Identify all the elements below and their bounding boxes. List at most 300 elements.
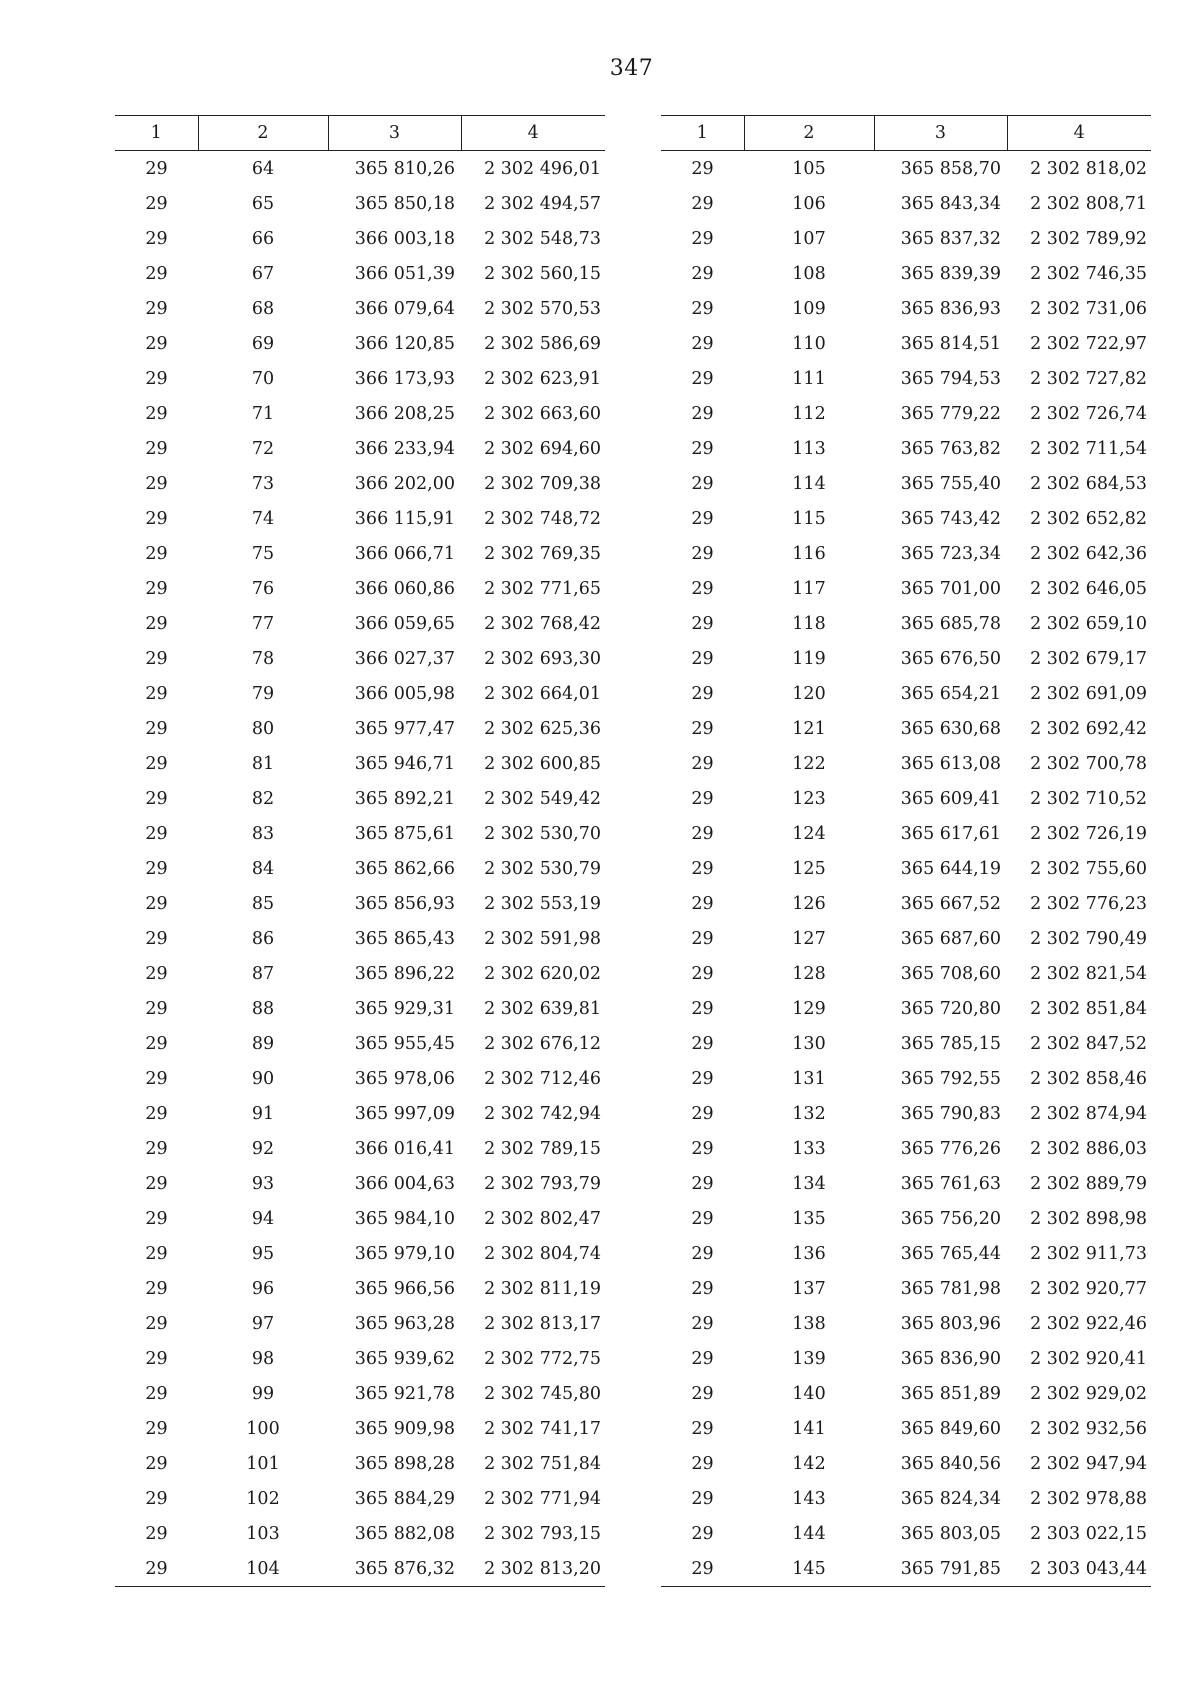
- table-row: [115, 361, 605, 396]
- table-cell: 91: [251, 1103, 275, 1124]
- table-cell: 114: [792, 473, 826, 494]
- column-header-4: 4: [1007, 116, 1151, 151]
- table-cell: 365 776,26: [900, 1138, 1001, 1159]
- table-cell: 2 303 022,15: [1030, 1523, 1147, 1544]
- table-cell: 366 173,93: [354, 368, 455, 389]
- table-cell: 29: [145, 333, 168, 354]
- table-row: [115, 1306, 605, 1341]
- table-cell: 29: [691, 508, 714, 529]
- table-cell: 2 302 726,74: [1030, 403, 1147, 424]
- table-cell: 2 302 746,35: [1030, 263, 1147, 284]
- table-cell: 29: [691, 403, 714, 424]
- table-cell: 29: [691, 858, 714, 879]
- table-row: [661, 221, 1151, 256]
- table-row: [115, 1411, 605, 1446]
- table-cell: 365 644,19: [900, 858, 1001, 879]
- table-row: [661, 1201, 1151, 1236]
- table-cell: 365 966,56: [354, 1278, 455, 1299]
- table-row: [661, 921, 1151, 956]
- column-header-3: 3: [874, 116, 1007, 151]
- table-cell: 78: [251, 648, 275, 669]
- table-cell: 365 849,60: [900, 1418, 1001, 1439]
- table-cell: 102: [246, 1488, 280, 1509]
- table-cell: 29: [145, 228, 168, 249]
- table-row: [115, 816, 605, 851]
- table-cell: 81: [251, 753, 275, 774]
- table-row: [661, 186, 1151, 221]
- table-cell: 2 302 771,94: [484, 1488, 601, 1509]
- table-cell: 29: [691, 578, 714, 599]
- table-row: [115, 1236, 605, 1271]
- table-cell: 2 303 043,44: [1007, 1551, 1151, 1587]
- table-cell: 365 687,60: [900, 928, 1001, 949]
- table-cell: 29: [691, 718, 714, 739]
- table-cell: 365 955,45: [354, 1033, 455, 1054]
- table-cell: 365 882,08: [354, 1523, 455, 1544]
- table-cell: 365 723,34: [900, 543, 1001, 564]
- table-row: [115, 1061, 605, 1096]
- table-cell: 366 115,91: [354, 508, 455, 529]
- table-cell: 2 302 548,73: [484, 228, 601, 249]
- table-cell: 29: [145, 1313, 168, 1334]
- table-cell: 100: [246, 1418, 280, 1439]
- table-cell: 29: [691, 333, 714, 354]
- table-row: [115, 1131, 605, 1166]
- table-cell: 365 836,93: [900, 298, 1001, 319]
- table-row: [661, 1096, 1151, 1131]
- table-cell: 2 302 676,12: [484, 1033, 601, 1054]
- table-row: [661, 746, 1151, 781]
- table-cell: 2 302 623,91: [484, 368, 601, 389]
- table-cell: 29: [691, 823, 714, 844]
- table-cell: 29: [145, 753, 168, 774]
- column-header-1: 1: [115, 116, 198, 151]
- table-row: [115, 641, 605, 676]
- table-cell: 111: [792, 368, 826, 389]
- table-row: [115, 536, 605, 571]
- table-cell: 2 302 642,36: [1030, 543, 1147, 564]
- table-cell: 110: [792, 333, 826, 354]
- table-cell: 365 837,32: [900, 228, 1001, 249]
- table-cell: 365 977,47: [354, 718, 455, 739]
- table-row: [115, 1271, 605, 1306]
- table-row: [115, 1376, 605, 1411]
- table-cell: 85: [251, 893, 275, 914]
- table-cell: 365 978,06: [354, 1068, 455, 1089]
- table-cell: 70: [251, 368, 275, 389]
- table-cell: 29: [145, 1383, 168, 1404]
- table-row: [661, 256, 1151, 291]
- table-cell: 29: [691, 1173, 714, 1194]
- table-cell: 2 302 742,94: [484, 1103, 601, 1124]
- coordinates-table-right: [661, 115, 1151, 1587]
- table-cell: 365 865,43: [354, 928, 455, 949]
- table-cell: 29: [691, 438, 714, 459]
- table-cell: 76: [251, 578, 275, 599]
- table-cell: 29: [145, 718, 168, 739]
- table-cell: 2 302 911,73: [1030, 1243, 1147, 1264]
- table-cell: 2 302 821,54: [1030, 963, 1147, 984]
- table-cell: 29: [691, 158, 714, 179]
- table-cell: 2 302 553,19: [484, 893, 601, 914]
- table-cell: 82: [251, 788, 275, 809]
- table-cell: 29: [145, 1278, 168, 1299]
- table-cell: 119: [792, 648, 826, 669]
- table-cell: 65: [251, 193, 275, 214]
- table-cell: 365 939,62: [354, 1348, 455, 1369]
- table-row: [661, 396, 1151, 431]
- table-row: [115, 676, 605, 711]
- table-row: [661, 571, 1151, 606]
- table-cell: 365 755,40: [900, 473, 1001, 494]
- table-cell: 2 302 813,20: [461, 1551, 605, 1587]
- table-cell: 365 617,61: [900, 823, 1001, 844]
- table-cell: 121: [792, 718, 826, 739]
- table-cell: 29: [691, 298, 714, 319]
- table-cell: 2 302 818,02: [1030, 158, 1147, 179]
- table-cell: 2 302 808,71: [1030, 193, 1147, 214]
- table-body: [115, 151, 605, 1587]
- table-cell: 2 302 560,15: [484, 263, 601, 284]
- table-cell: 93: [251, 1173, 275, 1194]
- table-cell: 29: [145, 368, 168, 389]
- table-cell: 2 302 793,79: [484, 1173, 601, 1194]
- table-cell: 365 984,10: [354, 1208, 455, 1229]
- table-cell: 29: [691, 543, 714, 564]
- table-cell: 365 761,63: [900, 1173, 1001, 1194]
- table-cell: 366 016,41: [354, 1138, 455, 1159]
- table-row: [115, 921, 605, 956]
- table-cell: 2 302 663,60: [484, 403, 601, 424]
- table-cell: 136: [792, 1243, 826, 1264]
- table-cell: 2 302 530,70: [484, 823, 601, 844]
- table-cell: 29: [115, 1551, 198, 1587]
- table-cell: 366 233,94: [354, 438, 455, 459]
- table-cell: 2 302 889,79: [1030, 1173, 1147, 1194]
- table-cell: 365 921,78: [354, 1383, 455, 1404]
- table-cell: 2 302 549,42: [484, 788, 601, 809]
- table-cell: 99: [251, 1383, 275, 1404]
- table-cell: 115: [792, 508, 826, 529]
- table-header: [661, 116, 1151, 151]
- table-cell: 366 003,18: [354, 228, 455, 249]
- table-cell: 2 302 886,03: [1030, 1138, 1147, 1159]
- table-row: [115, 886, 605, 921]
- table-cell: 87: [251, 963, 275, 984]
- table-header: [115, 116, 605, 151]
- table-cell: 143: [792, 1488, 826, 1509]
- table-row: [115, 1026, 605, 1061]
- table-cell: 29: [145, 543, 168, 564]
- table-cell: 29: [145, 473, 168, 494]
- table-cell: 2 302 772,75: [484, 1348, 601, 1369]
- table-cell: 144: [792, 1523, 826, 1544]
- table-cell: 365 850,18: [354, 193, 455, 214]
- table-cell: 2 302 748,72: [484, 508, 601, 529]
- table-cell: 29: [691, 893, 714, 914]
- table-cell: 29: [691, 263, 714, 284]
- table-cell: 2 302 664,01: [484, 683, 601, 704]
- table-cell: 125: [792, 858, 826, 879]
- table-cell: 29: [691, 1278, 714, 1299]
- table-cell: 29: [145, 893, 168, 914]
- table-cell: 2 302 920,41: [1030, 1348, 1147, 1369]
- table-cell: 365 613,08: [900, 753, 1001, 774]
- coordinates-table-left: [115, 115, 605, 1587]
- column-header-4: 4: [461, 116, 605, 151]
- table-cell: 365 803,05: [900, 1523, 1001, 1544]
- table-row: [115, 1551, 605, 1587]
- table-cell: 365 979,10: [354, 1243, 455, 1264]
- table-row: [661, 291, 1151, 326]
- table-row: [661, 361, 1151, 396]
- table-cell: 366 059,65: [354, 613, 455, 634]
- table-cell: 29: [691, 1523, 714, 1544]
- table-row: [661, 1061, 1151, 1096]
- table-cell: 365 892,21: [354, 788, 455, 809]
- table-cell: 29: [661, 1551, 744, 1587]
- table-cell: 29: [691, 368, 714, 389]
- table-cell: 2 302 639,81: [484, 998, 601, 1019]
- table-cell: 2 302 712,46: [484, 1068, 601, 1089]
- table-cell: 366 120,85: [354, 333, 455, 354]
- table-row: [115, 501, 605, 536]
- table-row: [661, 886, 1151, 921]
- table-cell: 366 208,25: [354, 403, 455, 424]
- table-row: [661, 991, 1151, 1026]
- table-cell: 365 720,80: [900, 998, 1001, 1019]
- table-cell: 29: [691, 1243, 714, 1264]
- table-cell: 116: [792, 543, 826, 564]
- table-row: [661, 641, 1151, 676]
- table-row: [115, 1096, 605, 1131]
- table-row: [115, 851, 605, 886]
- table-cell: 2 302 776,23: [1030, 893, 1147, 914]
- table-cell: 29: [691, 1068, 714, 1089]
- table-cell: 365 896,22: [354, 963, 455, 984]
- table-cell: 106: [792, 193, 826, 214]
- table-cell: 29: [145, 1173, 168, 1194]
- table-cell: 29: [145, 1488, 168, 1509]
- table-cell: 29: [691, 1453, 714, 1474]
- table-cell: 29: [691, 928, 714, 949]
- table-cell: 366 066,71: [354, 543, 455, 564]
- table-cell: 2 302 709,38: [484, 473, 601, 494]
- table-cell: 365 898,28: [354, 1453, 455, 1474]
- table-cell: 365 609,41: [900, 788, 1001, 809]
- table-cell: 2 302 652,82: [1030, 508, 1147, 529]
- table-cell: 2 302 727,82: [1030, 368, 1147, 389]
- table-cell: 365 803,96: [900, 1313, 1001, 1334]
- table-cell: 128: [792, 963, 826, 984]
- table-row: [661, 1481, 1151, 1516]
- table-cell: 29: [691, 1033, 714, 1054]
- table-cell: 139: [792, 1348, 826, 1369]
- table-cell: 29: [145, 193, 168, 214]
- table-row: [661, 1516, 1151, 1551]
- table-cell: 2 302 920,77: [1030, 1278, 1147, 1299]
- table-cell: 138: [792, 1313, 826, 1334]
- table-cell: 103: [246, 1523, 280, 1544]
- table-cell: 105: [792, 158, 826, 179]
- table-cell: 2 302 811,19: [484, 1278, 601, 1299]
- table-cell: 29: [145, 1418, 168, 1439]
- table-cell: 134: [792, 1173, 826, 1194]
- table-cell: 2 302 804,74: [484, 1243, 601, 1264]
- table-cell: 2 302 731,06: [1030, 298, 1147, 319]
- table-cell: 68: [251, 298, 275, 319]
- table-cell: 120: [792, 683, 826, 704]
- table-cell: 113: [792, 438, 826, 459]
- table-row: [661, 1026, 1151, 1061]
- table-cell: 365 851,89: [900, 1383, 1001, 1404]
- table-cell: 365 884,29: [354, 1488, 455, 1509]
- table-row: [661, 1376, 1151, 1411]
- table-cell: 2 302 768,42: [484, 613, 601, 634]
- table-cell: 29: [691, 1488, 714, 1509]
- table-cell: 365 814,51: [900, 333, 1001, 354]
- table-cell: 29: [145, 858, 168, 879]
- table-cell: 101: [246, 1453, 280, 1474]
- table-cell: 29: [691, 998, 714, 1019]
- table-cell: 2 302 874,94: [1030, 1103, 1147, 1124]
- table-row: [115, 1341, 605, 1376]
- page-number: 347: [609, 56, 654, 81]
- table-cell: 75: [251, 543, 275, 564]
- table-cell: 2 302 692,42: [1030, 718, 1147, 739]
- table-cell: 29: [145, 788, 168, 809]
- table-cell: 365 756,20: [900, 1208, 1001, 1229]
- table-cell: 131: [792, 1068, 826, 1089]
- table-cell: 94: [251, 1208, 275, 1229]
- table-row: [115, 746, 605, 781]
- table-cell: 129: [792, 998, 826, 1019]
- table-row: [661, 1166, 1151, 1201]
- table-cell: 140: [792, 1383, 826, 1404]
- table-cell: 127: [792, 928, 826, 949]
- table-cell: 2 302 591,98: [484, 928, 601, 949]
- column-header-1: 1: [661, 116, 744, 151]
- table-cell: 2 302 771,65: [484, 578, 601, 599]
- table-cell: 365 685,78: [900, 613, 1001, 634]
- table-row: [661, 1551, 1151, 1587]
- table-cell: 88: [251, 998, 275, 1019]
- table-cell: 118: [792, 613, 826, 634]
- table-cell: 29: [691, 1383, 714, 1404]
- table-row: [115, 326, 605, 361]
- table-cell: 2 302 700,78: [1030, 753, 1147, 774]
- table-row: [661, 501, 1151, 536]
- table-row: [661, 781, 1151, 816]
- table-cell: 365 909,98: [354, 1418, 455, 1439]
- table-cell: 66: [251, 228, 275, 249]
- table-cell: 29: [145, 508, 168, 529]
- table-cell: 142: [792, 1453, 826, 1474]
- table-cell: 29: [145, 963, 168, 984]
- table-cell: 29: [691, 1103, 714, 1124]
- table-row: [115, 1516, 605, 1551]
- table-row: [661, 1271, 1151, 1306]
- table-cell: 2 302 586,69: [484, 333, 601, 354]
- table-cell: 365 963,28: [354, 1313, 455, 1334]
- table-cell: 365 862,66: [354, 858, 455, 879]
- table-row: [661, 326, 1151, 361]
- table-row: [115, 291, 605, 326]
- table-cell: 29: [691, 683, 714, 704]
- table-row: [115, 571, 605, 606]
- table-cell: 2 302 769,35: [484, 543, 601, 564]
- column-header-2: 2: [198, 116, 328, 151]
- table-cell: 365 708,60: [900, 963, 1001, 984]
- table-cell: 2 302 847,52: [1030, 1033, 1147, 1054]
- table-cell: 84: [251, 858, 275, 879]
- table-cell: 365 946,71: [354, 753, 455, 774]
- table-cell: 122: [792, 753, 826, 774]
- table-cell: 2 302 851,84: [1030, 998, 1147, 1019]
- table-cell: 2 302 726,19: [1030, 823, 1147, 844]
- table-cell: 2 302 693,30: [484, 648, 601, 669]
- table-cell: 29: [145, 683, 168, 704]
- table-row: [661, 606, 1151, 641]
- column-header-3: 3: [328, 116, 461, 151]
- table-cell: 29: [691, 1208, 714, 1229]
- table-cell: 2 302 922,46: [1030, 1313, 1147, 1334]
- table-cell: 2 302 625,36: [484, 718, 601, 739]
- table-cell: 365 790,83: [900, 1103, 1001, 1124]
- table-row: [661, 816, 1151, 851]
- table-row: [661, 431, 1151, 466]
- table-cell: 29: [145, 648, 168, 669]
- table-cell: 365 763,82: [900, 438, 1001, 459]
- table-cell: 365 810,26: [354, 158, 455, 179]
- table-cell: 366 005,98: [354, 683, 455, 704]
- table-cell: 366 004,63: [354, 1173, 455, 1194]
- table-row: [661, 851, 1151, 886]
- table-cell: 2 302 691,09: [1030, 683, 1147, 704]
- table-cell: 365 997,09: [354, 1103, 455, 1124]
- table-cell: 2 302 530,79: [484, 858, 601, 879]
- table-cell: 2 302 741,17: [484, 1418, 601, 1439]
- table-cell: 2 302 679,17: [1030, 648, 1147, 669]
- table-cell: 29: [145, 1348, 168, 1369]
- table-cell: 2 302 711,54: [1030, 438, 1147, 459]
- table-cell: 365 779,22: [900, 403, 1001, 424]
- table-cell: 108: [792, 263, 826, 284]
- table-cell: 141: [792, 1418, 826, 1439]
- table-cell: 95: [251, 1243, 275, 1264]
- table-cell: 365 630,68: [900, 718, 1001, 739]
- table-cell: 365 667,52: [900, 893, 1001, 914]
- table-row: [661, 536, 1151, 571]
- table-cell: 29: [691, 1313, 714, 1334]
- table-cell: 2 302 898,98: [1030, 1208, 1147, 1229]
- table-cell: 2 302 858,46: [1030, 1068, 1147, 1089]
- table-row: [115, 396, 605, 431]
- table-cell: 104: [198, 1551, 328, 1587]
- table-row: [661, 956, 1151, 991]
- table-cell: 365 792,55: [900, 1068, 1001, 1089]
- table-cell: 29: [145, 158, 168, 179]
- table-cell: 96: [251, 1278, 275, 1299]
- column-header-2: 2: [744, 116, 874, 151]
- table-cell: 365 929,31: [354, 998, 455, 1019]
- table-cell: 29: [145, 298, 168, 319]
- table-cell: 365 843,34: [900, 193, 1001, 214]
- table-cell: 90: [251, 1068, 275, 1089]
- table-cell: 126: [792, 893, 826, 914]
- table-cell: 2 302 793,15: [484, 1523, 601, 1544]
- table-cell: 365 781,98: [900, 1278, 1001, 1299]
